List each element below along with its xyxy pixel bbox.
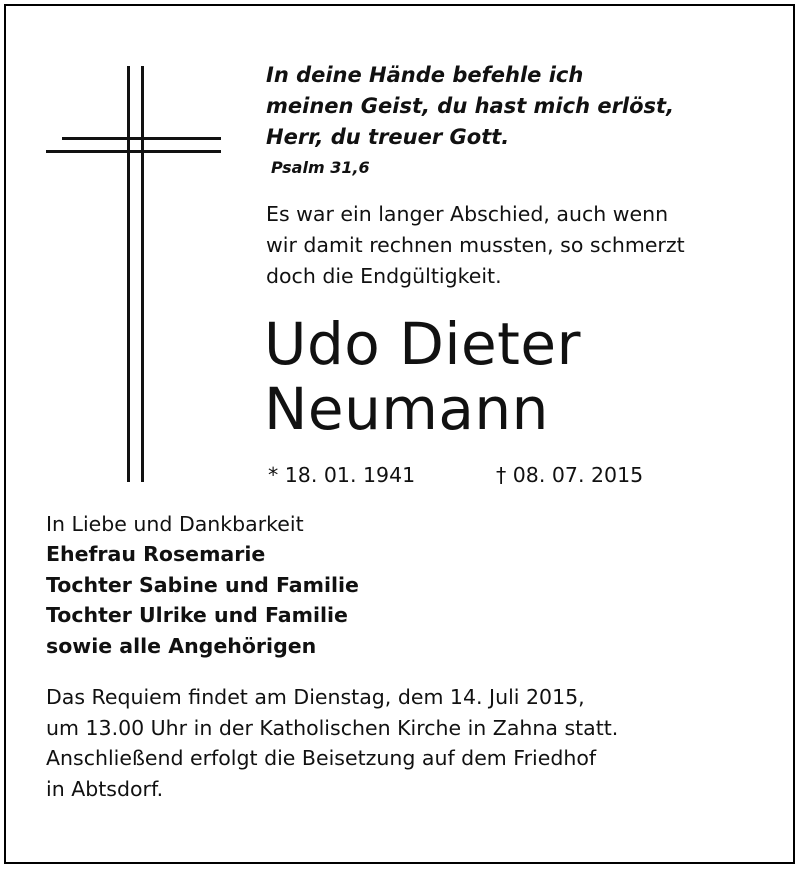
death-date: † 08. 07. 2015 <box>496 463 644 487</box>
intro-line: doch die Endgültigkeit. <box>266 264 502 288</box>
requiem-line: Anschließend erfolgt die Beisetzung auf dem Friedhof <box>46 746 597 770</box>
cross-horizontal-line-bottom <box>46 150 221 153</box>
bible-verse <box>266 60 674 153</box>
verse-line: Herr, du treuer Gott. <box>266 125 510 149</box>
mourners-lead: In Liebe und Dankbarkeit <box>46 512 304 536</box>
birth-date: * 18. 01. 1941 <box>268 463 416 487</box>
verse-reference: Psalm 31,6 <box>271 158 370 177</box>
intro-text <box>266 199 685 292</box>
verse-line: In deine Hände befehle ich <box>266 63 584 87</box>
intro-line: Es war ein langer Abschied, auch wenn <box>266 202 669 226</box>
requiem-line: in Abtsdorf. <box>46 776 164 801</box>
cross-vertical-line-left <box>127 66 130 482</box>
verse-line: meinen Geist, du hast mich erlöst, <box>266 94 675 118</box>
requiem-line: um 13.00 Uhr in der Katholischen Kirche in Zahna statt. <box>46 715 619 740</box>
deceased-name <box>264 312 581 442</box>
deceased-first-names: Udo Dieter <box>264 310 581 378</box>
mourner-name: Ehefrau Rosemarie <box>46 542 266 566</box>
mourner-name: sowie alle Angehörigen <box>46 633 317 658</box>
cross-vertical-line-right <box>141 66 144 482</box>
mourner-name: Tochter Ulrike und Familie <box>46 603 348 627</box>
cross-horizontal-line-top <box>62 137 221 140</box>
mourners-list <box>46 509 359 661</box>
mourner-name: Tochter Sabine und Familie <box>46 572 359 597</box>
requiem-line: Das Requiem findet am Dienstag, dem 14. Juli 2015, <box>46 685 585 709</box>
requiem-info <box>46 682 618 804</box>
deceased-surname: Neumann <box>264 375 549 443</box>
intro-line: wir damit rechnen mussten, so schmerzt <box>266 233 685 257</box>
